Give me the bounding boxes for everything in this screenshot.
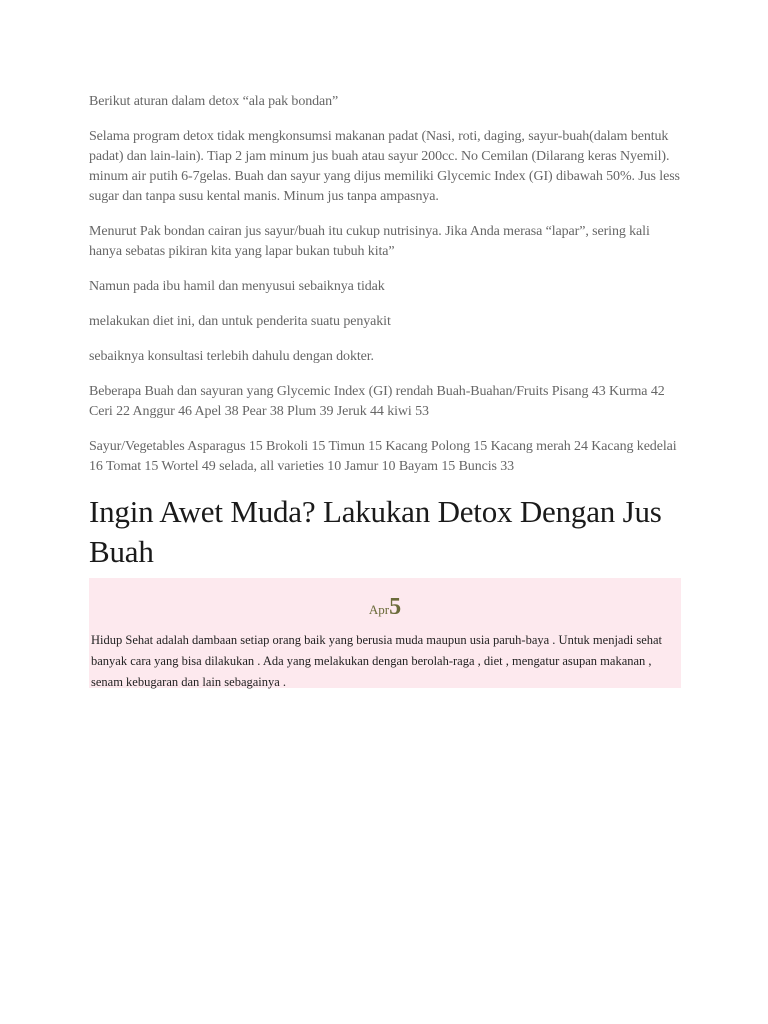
paragraph-disease-warning: melakukan diet ini, dan untuk penderita suatu penyakit: [89, 314, 391, 329]
post-excerpt: [89, 578, 681, 688]
post-date: [89, 594, 681, 621]
article-heading: Ingin Awet Muda? Lakukan Detox Dengan Jus Buah: [89, 494, 662, 569]
paragraph-pregnancy-warning: Namun pada ibu hamil dan menyusui sebaiknya tidak: [89, 279, 385, 294]
paragraph-fruits-gi: Beberapa Buah dan sayuran yang Glycemic Index (GI) rendah Buah-Buahan/Fruits Pisang 43 Kurma 42 Ceri 22 Anggur 46 Apel 38 Pear 38 Plum 39 Jeruk 44 kiwi 53: [89, 384, 665, 419]
paragraph-consult-doctor: sebaiknya konsultasi terlebih dahulu dengan dokter.: [89, 349, 374, 364]
document-page: [89, 92, 681, 688]
paragraph-nutrition: Menurut Pak bondan cairan jus sayur/buah itu cukup nutrisinya. Jika Anda merasa “lapar”, sering kali hanya sebatas pikiran kita yang lapar bukan tubuh kita”: [89, 224, 650, 259]
paragraph-program-rules: Selama program detox tidak mengkonsumsi makanan padat (Nasi, roti, daging, sayur-buah(dalam bentuk padat) dan lain-lain). Tiap 2 jam minum jus buah atau sayur 200cc. No Cemilan (Dilarang keras Nyemil). minum air putih 6-7gelas. Buah dan sayur yang dijus memiliki Glycemic Index (GI) dibawah 50%. Jus less sugar dan tanpa susu kental manis. Minum jus tanpa ampasnya.: [89, 129, 680, 204]
paragraph-vegetables-gi: Sayur/Vegetables Asparagus 15 Brokoli 15 Timun 15 Kacang Polong 15 Kacang merah 24 Kacang kedelai 16 Tomat 15 Wortel 49 selada, all varieties 10 Jamur 10 Bayam 15 Buncis 33: [89, 439, 677, 474]
post-date-month: Apr: [368, 602, 390, 617]
post-date-day: 5: [389, 594, 402, 620]
post-excerpt-text: Hidup Sehat adalah dambaan setiap orang baik yang berusia muda maupun usia paruh-baya . Untuk menjadi sehat banyak cara yang bisa dilakukan . Ada yang melakukan dengan berolah-raga , diet , mengatur asupan makanan , senam kebugaran dan lain sebagainya .: [91, 633, 663, 689]
paragraph-intro: Berikut aturan dalam detox “ala pak bondan”: [89, 94, 339, 109]
